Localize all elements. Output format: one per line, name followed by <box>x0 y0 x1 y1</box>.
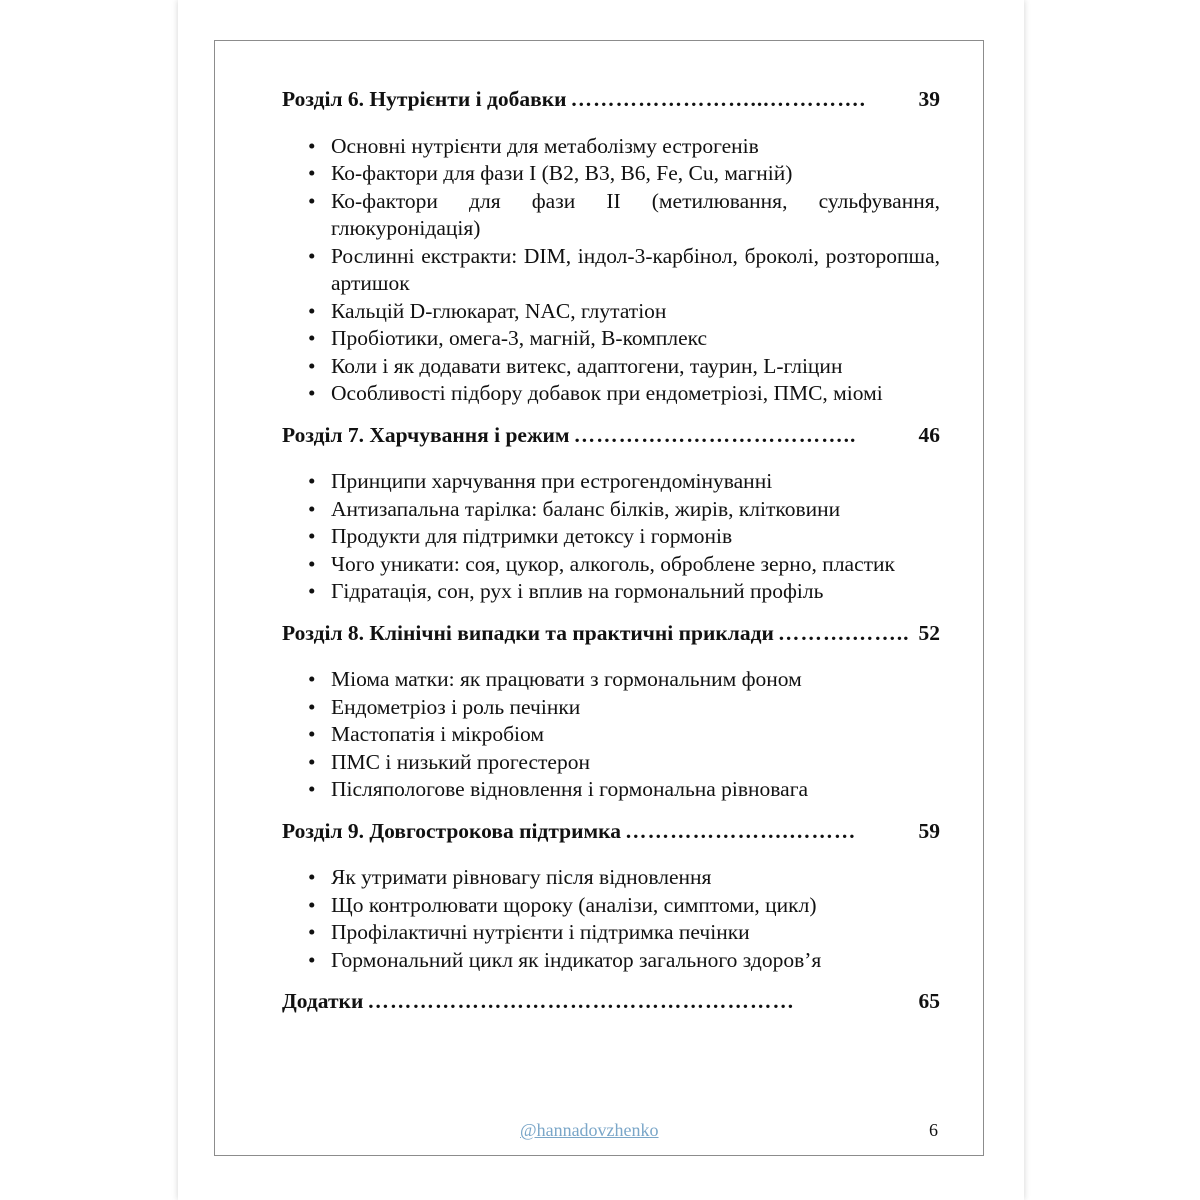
bullet-icon: • <box>308 920 316 944</box>
section-title: Додатки <box>282 989 364 1013</box>
bullet-icon: • <box>308 579 316 603</box>
list-item <box>282 523 940 551</box>
list-item <box>282 133 940 161</box>
list-item-text: Чого уникати: соя, цукор, алкоголь, оброблене зерно, пластик <box>331 551 895 576</box>
list-item <box>282 468 940 496</box>
list-item-text: Профілактичні нутрієнти і підтримка печінки <box>331 920 750 944</box>
list-item-text: Принципи харчування при естрогендомінуванні <box>331 469 773 493</box>
dot-leader: ………………………………………………… <box>367 989 795 1013</box>
bullet-icon: • <box>308 496 316 521</box>
bullet-icon: • <box>308 326 316 350</box>
list-item-text: Особливості підбору добавок при ендометріозі, ПМС, міомі <box>331 381 883 405</box>
list-item <box>282 892 940 920</box>
section-title: Розділ 7. Харчування і режим <box>282 422 570 447</box>
bullet-icon: • <box>308 133 316 158</box>
list-item-text: Рослинні екстракти: DIM, індол-3-карбінол, броколі, розторопша, артишок <box>331 243 940 295</box>
list-item <box>282 694 940 722</box>
section-page-number: 65 <box>918 989 940 1013</box>
list-item-text: Ко-фактори для фази I (B2, B3, B6, Fe, Cu, магній) <box>331 161 793 185</box>
list-item-text: Що контролювати щороку (аналізи, симптоми, цикл) <box>331 892 817 917</box>
list-item-text: Кальцій D-глюкарат, NAC, глутатіон <box>331 298 667 323</box>
section-page-number: 59 <box>918 818 940 843</box>
bullet-icon: • <box>308 777 316 801</box>
dot-leader: ……….…….. <box>777 620 910 645</box>
section-page-number: 46 <box>918 422 940 447</box>
list-item <box>282 298 940 326</box>
list-item-text: Післяпологове відновлення і гормональна рівновага <box>331 777 809 801</box>
list-item-text: Ко-фактори для фази II (метилювання, сульфування, глюкуронідація) <box>331 188 940 240</box>
list-item-text: Мастопатія і мікробіом <box>331 722 544 746</box>
bullet-icon: • <box>308 694 316 719</box>
list-item-text: Основні нутрієнти для метаболізму естрогенів <box>331 133 759 158</box>
section-items <box>282 133 940 408</box>
bullet-icon: • <box>308 469 316 493</box>
list-item <box>282 947 940 975</box>
bullet-icon: • <box>308 865 316 889</box>
list-item-text: Ендометріоз і роль печінки <box>331 694 581 719</box>
list-item <box>282 380 940 408</box>
bullet-icon: • <box>308 381 316 405</box>
section-title: Розділ 8. Клінічні випадки та практичні приклади <box>282 620 774 645</box>
list-item <box>282 578 940 606</box>
page-number: 6 <box>929 1120 938 1140</box>
list-item <box>282 325 940 353</box>
toc-section-6 <box>282 86 940 408</box>
list-item-text: Як утримати рівновагу після відновлення <box>331 865 712 889</box>
bullet-icon: • <box>308 243 316 268</box>
toc-heading[interactable] <box>282 988 940 1016</box>
list-item-text: Антизапальна тарілка: баланс білків, жирів, клітковини <box>331 496 841 521</box>
bullet-icon: • <box>308 947 316 972</box>
list-item <box>282 666 940 694</box>
list-item <box>282 496 940 524</box>
toc-section-8 <box>282 620 940 804</box>
toc-section-9 <box>282 818 940 975</box>
bullet-icon: • <box>308 298 316 323</box>
bullet-icon: • <box>308 749 316 774</box>
dot-leader: ……………………...…………. <box>570 87 866 111</box>
list-item-text: Гідратація, сон, рух і вплив на гормональний профіль <box>331 579 824 603</box>
list-item-text: Продукти для підтримки детоксу і гормонів <box>331 524 733 548</box>
bullet-icon: • <box>308 667 316 691</box>
list-item-text: Пробіотики, омега-3, магній, B-комплекс <box>331 326 708 350</box>
section-page-number: 52 <box>918 620 940 645</box>
toc-heading[interactable] <box>282 620 940 648</box>
section-title: Розділ 6. Нутрієнти і добавки <box>282 87 567 111</box>
bullet-icon: • <box>308 524 316 548</box>
list-item <box>282 353 940 381</box>
list-item <box>282 551 940 579</box>
section-items <box>282 468 940 606</box>
list-item-text: Міома матки: як працювати з гормональним фоном <box>331 667 802 691</box>
bullet-icon: • <box>308 161 316 185</box>
toc-section-appendix <box>282 988 940 1016</box>
list-item <box>282 864 940 892</box>
list-item <box>282 243 940 298</box>
list-item <box>282 188 940 243</box>
list-item <box>282 160 940 188</box>
bullet-icon: • <box>308 722 316 746</box>
toc-heading[interactable] <box>282 422 940 450</box>
section-items <box>282 864 940 974</box>
toc-heading[interactable] <box>282 818 940 846</box>
section-title: Розділ 9. Довгострокова підтримка <box>282 818 621 843</box>
section-page-number: 39 <box>918 87 940 111</box>
bullet-icon: • <box>308 188 316 213</box>
section-items <box>282 666 940 804</box>
bullet-icon: • <box>308 551 316 576</box>
bullet-icon: • <box>308 892 316 917</box>
list-item-text: Коли і як додавати витекс, адаптогени, таурин, L-гліцин <box>331 353 843 378</box>
list-item-text: ПМС і низький прогестерон <box>331 749 590 774</box>
list-item <box>282 749 940 777</box>
author-handle-link[interactable]: @hannadovzhenko <box>520 1120 659 1140</box>
list-item <box>282 776 940 804</box>
toc-heading[interactable] <box>282 86 940 114</box>
dot-leader: ……………………………….. <box>573 422 857 447</box>
list-item-text: Гормональний цикл як індикатор загального здоров’я <box>331 947 822 972</box>
bullet-icon: • <box>308 353 316 378</box>
list-item <box>282 919 940 947</box>
dot-leader: ………………….……… <box>624 818 857 843</box>
table-of-contents <box>282 86 940 1022</box>
toc-section-7 <box>282 422 940 606</box>
list-item <box>282 721 940 749</box>
